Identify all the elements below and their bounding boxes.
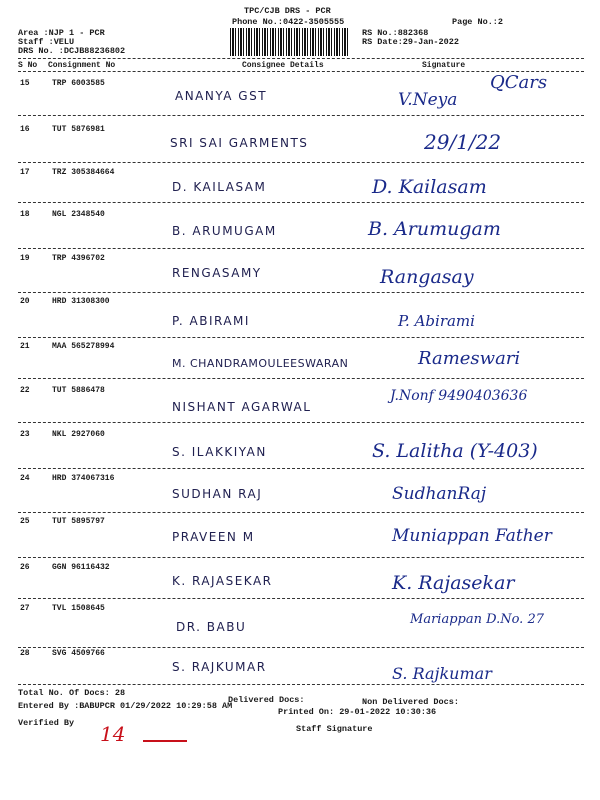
- row-consignment: SVG 4509766: [52, 649, 105, 658]
- staff-signature-label: Staff Signature: [296, 724, 373, 734]
- divider: [18, 58, 584, 59]
- row-consignee: RENGASAMY: [172, 266, 262, 280]
- row-consignment: TRP 4396702: [52, 254, 105, 263]
- row-sno: 17: [20, 168, 30, 177]
- row-signature: S. Lalitha (Y-403): [372, 440, 538, 462]
- row-sno: 20: [20, 297, 30, 306]
- row-sno: 25: [20, 517, 30, 526]
- divider: [18, 512, 584, 513]
- row-sno: 19: [20, 254, 30, 263]
- row-consignee: D. KAILASAM: [172, 180, 267, 194]
- row-consignee: PRAVEEN M: [172, 530, 255, 544]
- row-sno: 21: [20, 342, 30, 351]
- divider: [18, 598, 584, 599]
- row-signature: V.Neya: [398, 90, 458, 110]
- row-consignment: TUT 5895797: [52, 517, 105, 526]
- column-sno: S No: [18, 61, 38, 70]
- row-signature: D. Kailasam: [372, 176, 487, 198]
- row-consignee: SUDHAN RAJ: [172, 487, 263, 501]
- row-signature: K. Rajasekar: [392, 572, 515, 594]
- row-consignee: S. RAJKUMAR: [172, 660, 267, 674]
- total-docs: Total No. Of Docs: 28: [18, 688, 126, 698]
- drs-number: DRS No. :DCJB88236802: [18, 46, 126, 56]
- divider: [18, 248, 584, 249]
- row-consignee: NISHANT AGARWAL: [172, 400, 312, 414]
- entered-by: Entered By :BABUPCR 01/29/2022 10:29:58 AM: [18, 701, 233, 711]
- row-consignment: MAA 565278994: [52, 342, 115, 351]
- divider: [18, 378, 584, 379]
- printed-on: Printed On: 29-01-2022 10:30:36: [278, 707, 437, 717]
- row-signature: Muniappan Father: [392, 526, 552, 546]
- row-sno: 26: [20, 563, 30, 572]
- row-signature: Mariappan D.No. 27: [410, 612, 544, 627]
- red-underline: [143, 740, 187, 742]
- row-consignment: TRP 6003585: [52, 79, 105, 88]
- row-signature: Rangasay: [380, 266, 474, 288]
- row-consignment: HRD 374067316: [52, 474, 115, 483]
- row-consignment: NKL 2927060: [52, 430, 105, 439]
- rs-date: RS Date:29-Jan-2022: [362, 37, 459, 47]
- row-consignee: K. RAJASEKAR: [172, 574, 273, 588]
- divider: [18, 422, 584, 423]
- row-sno: 18: [20, 210, 30, 219]
- divider: [18, 115, 584, 116]
- row-consignee: M. CHANDRAMOULEESWARAN: [172, 357, 349, 370]
- divider: [18, 647, 584, 648]
- divider: [18, 684, 584, 685]
- row-signature: P. Abirami: [398, 312, 475, 330]
- row-signature: S. Rajkumar: [392, 664, 492, 683]
- column-consignee: Consignee Details: [242, 61, 324, 70]
- area-label: Area :NJP 1 - PCR: [18, 28, 105, 38]
- row-consignment: TUT 5886478: [52, 386, 105, 395]
- divider: [18, 557, 584, 558]
- row-sno: 27: [20, 604, 30, 613]
- row-consignment: GGN 96116432: [52, 563, 110, 572]
- verified-by: Verified By: [18, 718, 75, 728]
- row-consignee: SRI SAI GARMENTS: [170, 136, 309, 150]
- row-consignee: ANANYA GST: [175, 89, 268, 103]
- divider: [18, 162, 584, 163]
- row-consignee: S. ILAKKIYAN: [172, 445, 267, 459]
- row-sno: 22: [20, 386, 30, 395]
- row-consignee: B. ARUMUGAM: [172, 224, 277, 238]
- row-signature: B. Arumugam: [368, 218, 501, 240]
- phone-number: Phone No.:0422-3505555: [232, 17, 345, 27]
- divider: [18, 292, 584, 293]
- row-consignment: NGL 2348540: [52, 210, 105, 219]
- verified-count: 14: [100, 722, 126, 746]
- qcars-stamp: QCars: [490, 72, 548, 93]
- barcode-image: [230, 28, 350, 56]
- rs-number: RS No.:882368: [362, 28, 429, 38]
- row-signature: Rameswari: [418, 348, 521, 369]
- non-delivered-docs: Non Delivered Docs:: [362, 697, 459, 707]
- divider: [18, 202, 584, 203]
- row-signature: SudhanRaj: [392, 484, 487, 504]
- row-sno: 28: [20, 649, 30, 658]
- row-sno: 23: [20, 430, 30, 439]
- row-consignee: P. ABIRAMI: [172, 314, 250, 328]
- column-signature: Signature: [422, 61, 466, 70]
- row-consignee: DR. BABU: [176, 620, 247, 634]
- row-consignment: HRD 31308300: [52, 297, 110, 306]
- divider: [18, 468, 584, 469]
- column-consignment: Consignment No: [48, 61, 116, 70]
- row-signature: J.Nonf 9490403636: [390, 388, 528, 404]
- row-consignment: TUT 5876981: [52, 125, 105, 134]
- document-title: TPC/CJB DRS - PCR: [244, 6, 331, 16]
- delivered-docs: Delivered Docs:: [228, 695, 305, 705]
- row-consignment: TRZ 305384664: [52, 168, 115, 177]
- row-consignment: TVL 1508645: [52, 604, 105, 613]
- row-signature: 29/1/22: [424, 130, 502, 154]
- row-sno: 15: [20, 79, 30, 88]
- divider: [18, 337, 584, 338]
- row-sno: 16: [20, 125, 30, 134]
- staff-label: Staff :VELU: [18, 37, 75, 47]
- page-number: Page No.:2: [452, 17, 504, 27]
- row-sno: 24: [20, 474, 30, 483]
